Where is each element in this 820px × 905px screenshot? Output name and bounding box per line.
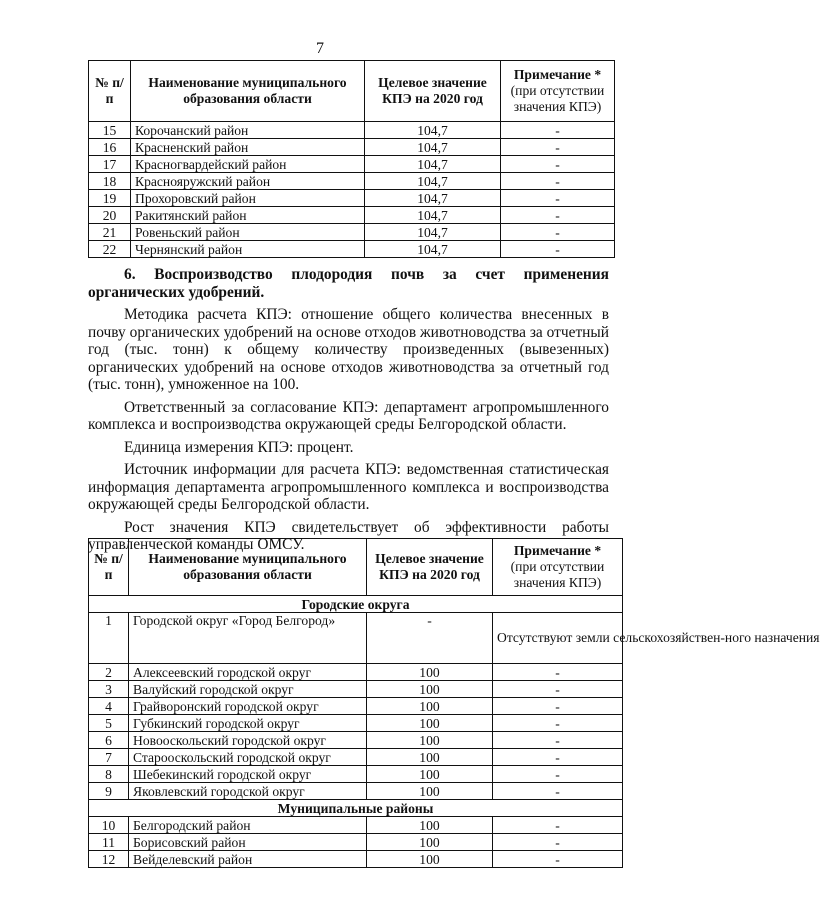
row-value: 104,7 — [365, 173, 501, 190]
row-value: 100 — [367, 834, 493, 851]
header-num: № п/п — [89, 539, 129, 596]
header-note — [493, 539, 623, 596]
table-header-row — [89, 539, 623, 596]
row-num: 9 — [89, 783, 129, 800]
header-target: Целевое значение КПЭ на 2020 год — [367, 539, 493, 596]
table-row — [89, 681, 623, 698]
section-row — [89, 596, 623, 613]
row-num: 4 — [89, 698, 129, 715]
row-name: Шебекинский городской округ — [129, 766, 367, 783]
row-value: 104,7 — [365, 139, 501, 156]
table-row — [89, 224, 615, 241]
table-row — [89, 139, 615, 156]
row-value: 104,7 — [365, 207, 501, 224]
row-num: 5 — [89, 715, 129, 732]
row-note: - — [493, 664, 623, 681]
row-name: Борисовский район — [129, 834, 367, 851]
row-value: 104,7 — [365, 224, 501, 241]
header-name: Наименование муниципального образования области — [129, 539, 367, 596]
section-municipal-districts: Муниципальные районы — [89, 800, 623, 817]
table-row — [89, 122, 615, 139]
header-name: Наименование муниципального образования области — [131, 61, 365, 122]
header-target: Целевое значение КПЭ на 2020 год — [365, 61, 501, 122]
row-value: 100 — [367, 766, 493, 783]
row-note: - — [501, 173, 615, 190]
row-note: - — [501, 207, 615, 224]
row-value: 100 — [367, 783, 493, 800]
kpe-table-continued — [88, 60, 615, 258]
row-num: 6 — [89, 732, 129, 749]
row-note: - — [501, 139, 615, 156]
row-note: - — [493, 749, 623, 766]
row-name: Яковлевский городской округ — [129, 783, 367, 800]
row-num: 10 — [89, 817, 129, 834]
table-row — [89, 766, 623, 783]
row-num: 15 — [89, 122, 131, 139]
row-name: Ракитянский район — [131, 207, 365, 224]
section-city-districts: Городские округа — [89, 596, 623, 613]
row-value: 100 — [367, 817, 493, 834]
row-num: 12 — [89, 851, 129, 868]
row-name: Чернянский район — [131, 241, 365, 258]
table-row — [89, 715, 623, 732]
row-note: - — [493, 783, 623, 800]
table2-district-body — [89, 817, 623, 868]
row-value: 100 — [367, 664, 493, 681]
row-num: 18 — [89, 173, 131, 190]
table-row — [89, 851, 623, 868]
row-name: Корочанский район — [131, 122, 365, 139]
row-name: Ровеньский район — [131, 224, 365, 241]
table-row — [89, 783, 623, 800]
row-note: - — [493, 681, 623, 698]
row-note: - — [493, 834, 623, 851]
header-note-sub: (при отсутствии значения КПЭ) — [510, 559, 605, 590]
row-value: 104,7 — [365, 122, 501, 139]
row-note: - — [493, 851, 623, 868]
row-num: 16 — [89, 139, 131, 156]
row-name: Старооскольский городской округ — [129, 749, 367, 766]
row-note: - — [501, 156, 615, 173]
row-name: Краснояружский район — [131, 173, 365, 190]
row-value: 100 — [367, 715, 493, 732]
header-note-title: Примечание * — [513, 543, 602, 558]
row-note: - — [501, 241, 615, 258]
table-row — [89, 156, 615, 173]
responsible-paragraph: Ответственный за согласование КПЭ: департамент агропромышленного комплекса и воспроизводства окружающей среды Белгородской области. — [88, 398, 609, 433]
row-num: 19 — [89, 190, 131, 207]
header-note-title: Примечание * — [513, 67, 602, 82]
row-note: - — [501, 122, 615, 139]
row-name: Грайворонский городской округ — [129, 698, 367, 715]
row-name: Губкинский городской округ — [129, 715, 367, 732]
table-row — [89, 698, 623, 715]
table-row — [89, 834, 623, 851]
kpe-table-organic — [88, 538, 820, 868]
growth-paragraph: Рост значения КПЭ свидетельствует об эффективности работы управленческой команды ОМСУ. — [88, 518, 609, 553]
row-value: - — [367, 613, 493, 664]
row-num: 11 — [89, 834, 129, 851]
header-note — [501, 61, 615, 122]
row-note: - — [493, 766, 623, 783]
row-value: 100 — [367, 698, 493, 715]
table-row — [89, 732, 623, 749]
unit-paragraph: Единица измерения КПЭ: процент. — [124, 438, 354, 456]
row-num: 17 — [89, 156, 131, 173]
row-name: Красногвардейский район — [131, 156, 365, 173]
table-header-row — [89, 61, 615, 122]
method-paragraph: Методика расчета КПЭ: отношение общего количества внесенных в почву органических удобрений на основе отходов животноводства за отчетный год (тыс. тонн) к общему количеству произведенных (вывезенных) органических удобрений на основе отходов животноводства за отчетный год (тыс. тонн), умноженное на 100. — [88, 306, 609, 393]
row-num: 21 — [89, 224, 131, 241]
row-note: - — [501, 224, 615, 241]
row-value: 104,7 — [365, 190, 501, 207]
row-name: Прохоровский район — [131, 190, 365, 207]
table-row — [89, 613, 623, 664]
row-value: 100 — [367, 749, 493, 766]
table1-body — [89, 122, 615, 258]
row-num: 2 — [89, 664, 129, 681]
page-number: 7 — [316, 40, 324, 57]
table-row — [89, 817, 623, 834]
table2-city-body — [89, 664, 623, 800]
row-num: 22 — [89, 241, 131, 258]
row-note: - — [493, 817, 623, 834]
table-row — [89, 173, 615, 190]
row-value: 104,7 — [365, 156, 501, 173]
table-row — [89, 241, 615, 258]
row-name: Алексеевский городской округ — [129, 664, 367, 681]
header-num: № п/п — [89, 61, 131, 122]
table-row — [89, 190, 615, 207]
row-name: Белгородский район — [129, 817, 367, 834]
section-row — [89, 800, 623, 817]
table-row — [89, 207, 615, 224]
row-name: Вейделевский район — [129, 851, 367, 868]
row-value: 100 — [367, 732, 493, 749]
row-name: Городской округ «Город Белгород» — [129, 613, 367, 664]
row-value: 100 — [367, 851, 493, 868]
row-note: - — [493, 732, 623, 749]
source-paragraph: Источник информации для расчета КПЭ: ведомственная статистическая информация департамента агропромышленного комплекса и воспроизводства окружающей среды Белгородской области. — [88, 461, 609, 513]
header-note-sub: (при отсутствии значения КПЭ) — [510, 83, 605, 114]
row-num: 7 — [89, 749, 129, 766]
row-note: - — [493, 715, 623, 732]
row-value: 104,7 — [365, 241, 501, 258]
row-num: 20 — [89, 207, 131, 224]
row-value: 100 — [367, 681, 493, 698]
section-heading: 6. Воспроизводство плодородия почв за счет применения органических удобрений. — [88, 266, 609, 301]
row-note: - — [501, 190, 615, 207]
row-note: - — [493, 698, 623, 715]
row-name: Валуйский городской округ — [129, 681, 367, 698]
row-name: Красненский район — [131, 139, 365, 156]
table-row — [89, 664, 623, 681]
table-row — [89, 749, 623, 766]
row-note: Отсутствуют земли сельскохозяйствен-ного назначения — [493, 613, 623, 664]
section-6 — [88, 266, 609, 559]
row-num: 8 — [89, 766, 129, 783]
row-num: 3 — [89, 681, 129, 698]
row-num: 1 — [89, 613, 129, 664]
row-name: Новооскольский городской округ — [129, 732, 367, 749]
